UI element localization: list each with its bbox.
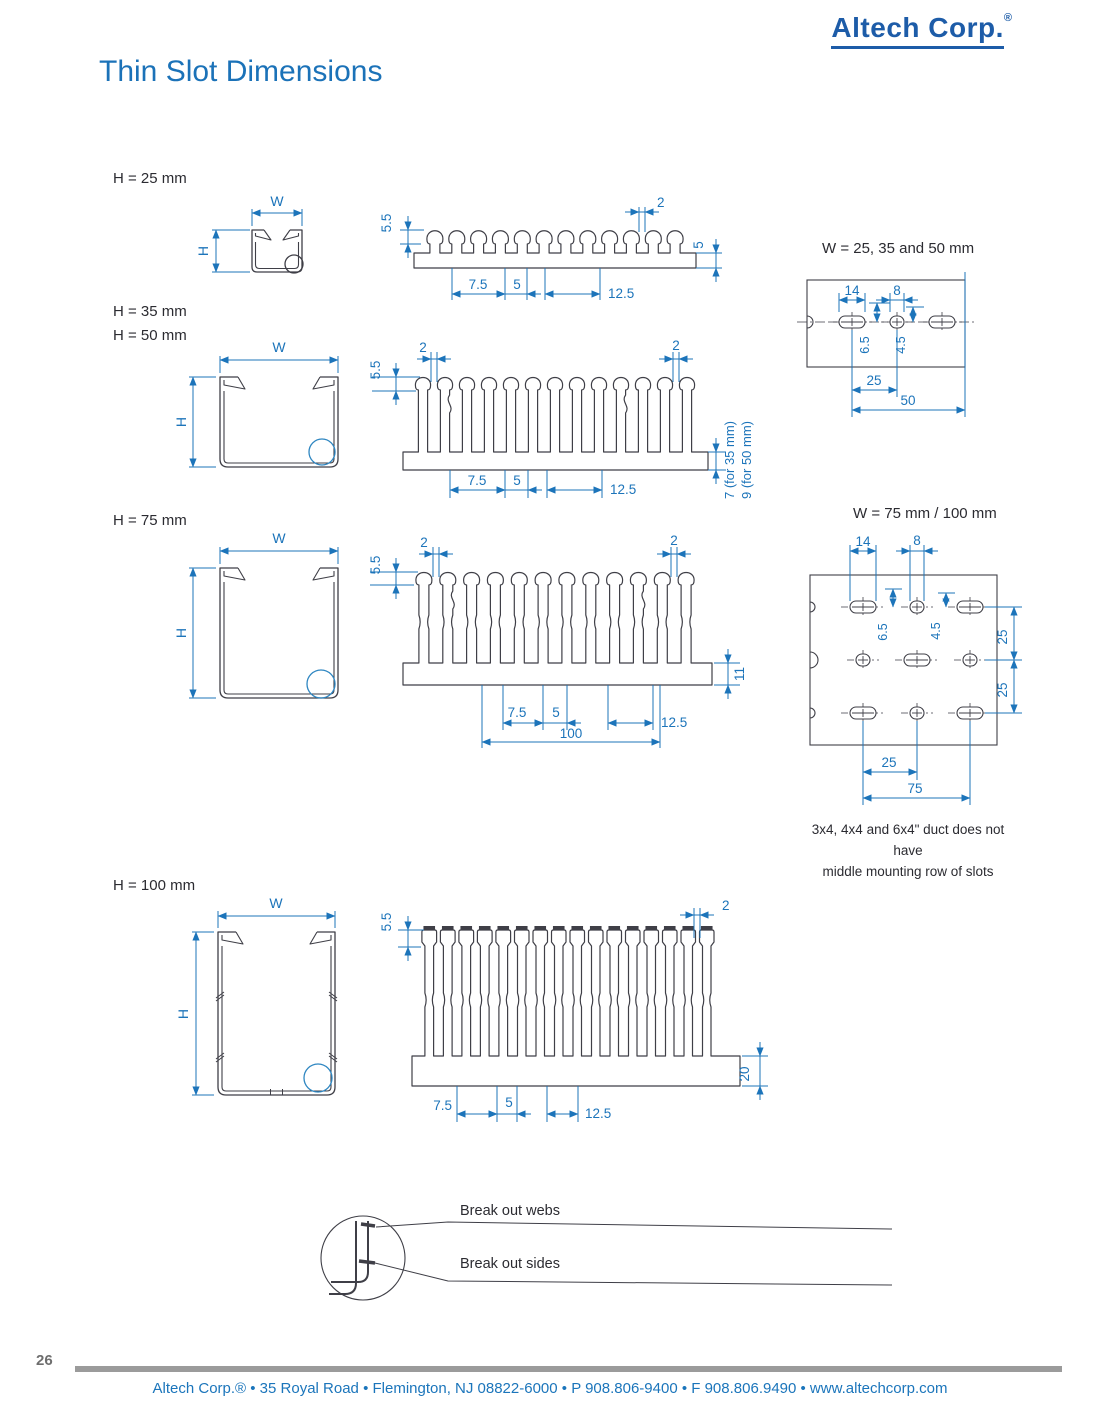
dim-label: 7 (for 35 mm) [722,420,737,500]
dim-label: 25 [995,682,1010,698]
dim-label: W [272,339,286,355]
dim-label: 5.5 [379,213,394,233]
dim-label: 6.5 [876,623,890,641]
h35-50-cross-section-drawing [173,339,338,467]
dim-label: 75 [907,781,923,796]
dim-label: 100 [559,726,583,741]
plate-small-label: W = 25, 35 and 50 mm [822,240,975,257]
plate-large-label: W = 75 mm / 100 mm [853,505,997,522]
breakout-detail-drawing [321,1216,892,1300]
dim-label: 7.5 [507,705,527,720]
dim-label: 2 [420,535,428,550]
dim-label: 7.5 [467,473,487,488]
dim-label: 2 [657,195,665,210]
mounting-plate-large-drawing [810,533,1022,805]
dim-label: 12.5 [610,482,637,497]
registered-mark: ® [1003,12,1012,24]
dim-label: 50 [900,393,916,408]
dim-label: 2 [722,898,730,913]
h100-cross-section-drawing [175,895,337,1095]
dim-label: 25 [866,373,882,388]
company-logo [831,12,1012,49]
dim-label: 2 [419,340,427,355]
dim-label: 5 [513,473,521,488]
page-title: Thin Slot Dimensions [99,55,383,88]
dim-label: W [270,193,284,209]
dim-label: 5 [505,1095,513,1110]
dim-label: 2 [672,338,680,353]
mounting-plate-small-drawing [797,272,975,417]
dim-label: 11 [732,666,747,682]
h25-profile-drawing [379,195,722,301]
h25-cross-section-drawing [195,193,303,273]
dim-label: 2 [670,533,678,548]
dim-label: 12.5 [661,715,688,730]
h35-50-profile-drawing [368,338,754,499]
dim-label: 7.5 [468,277,488,292]
dim-label: 14 [855,534,871,549]
logo-wordmark: Altech Corp. [831,12,1003,49]
footer-bar [75,1366,1062,1372]
dim-label: 14 [844,283,860,298]
breakout-sides-label: Break out sides [460,1256,560,1272]
section-label-h25: H = 25 mm [113,170,187,187]
dim-label: 5 [513,277,521,292]
dim-label: 5.5 [379,912,394,932]
dim-label: 6.5 [858,336,872,354]
dim-label: 12.5 [608,286,635,301]
dim-label: H [195,245,211,257]
dim-label: 9 (for 50 mm) [739,420,754,500]
h75-cross-section-drawing [173,530,338,698]
dim-label: H [173,416,189,428]
dim-label: 8 [893,283,901,298]
footer-contact: Altech Corp.® • 35 Royal Road • Flemington, NJ 08822-6000 • P 908.806-9400 • F 908.806.9490 • www.altechcorp.com [152,1380,948,1397]
page-number: 26 [36,1352,53,1369]
dim-label: W [272,530,286,546]
breakout-webs-label: Break out webs [460,1203,560,1219]
note-line-2: middle mounting row of slots [822,863,994,879]
dim-label: 8 [913,533,921,548]
section-label-h75: H = 75 mm [113,512,187,529]
h75-profile-drawing [368,533,747,748]
h100-profile-drawing [379,898,768,1122]
plate-large-note [798,820,1018,883]
dim-label: 4.5 [894,336,908,354]
section-label-h35: H = 35 mm [113,303,187,320]
dim-label: 25 [995,629,1010,645]
dim-label: H [173,627,189,639]
dim-label: 12.5 [585,1106,612,1121]
dim-label: W [269,895,283,911]
section-label-h100: H = 100 mm [113,877,196,894]
dim-label: 7.5 [433,1098,452,1113]
dim-label: 5.5 [368,555,383,575]
dim-label: H [175,1008,191,1020]
dim-label: 25 [881,755,897,770]
section-label-h50: H = 50 mm [113,327,187,344]
dim-label: 4.5 [929,622,943,640]
dim-label: 5 [691,241,706,249]
note-line-1: 3x4, 4x4 and 6x4" duct does not have [811,822,1005,858]
dim-label: 5 [552,705,560,720]
dim-label: 5.5 [368,360,383,380]
dim-label: 20 [737,1066,752,1082]
